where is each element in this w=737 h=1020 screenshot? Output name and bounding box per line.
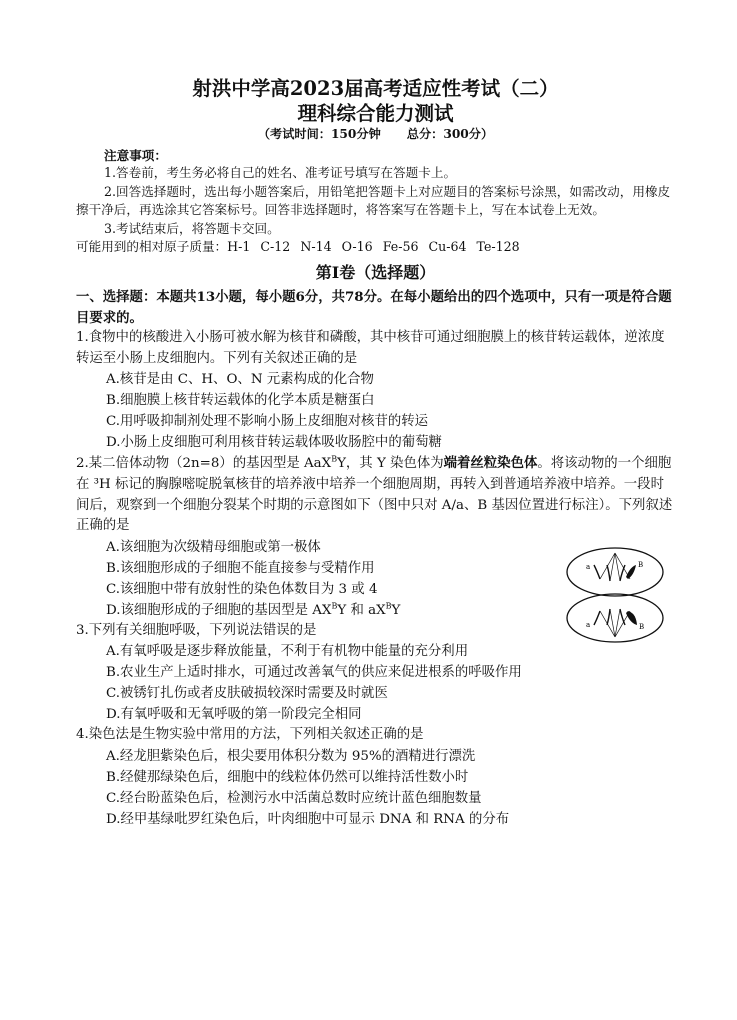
atom-h: H-1	[227, 239, 251, 255]
atom-te: Te-128	[476, 239, 520, 255]
atom-fe: Fe-56	[382, 239, 419, 255]
exam-score: 总分：300分）	[406, 127, 494, 141]
question-1-stem: 1.食物中的核酸进入小肠可被水解为核苷和磷酸，其中核苷可通过细胞膜上的核苷转运载体，逆浓度转运至小肠上皮细胞内。下列有关叙述正确的是	[76, 330, 665, 366]
exam-subtitle: 理科综合能力测试	[297, 102, 454, 125]
notice-item-2: 2.回答选择题时，选出每小题答案后，用铅笔把答题卡上对应题目的答案标号涂黑，如需改动，用橡皮擦干净后，再选涂其它答案标号。回答非选择题时，将答案写在答题卡上，写在本试卷上无效。	[76, 183, 671, 218]
question-1-option-b: B.细胞膜上核苷转运载体的化学本质是糖蛋白	[106, 393, 375, 409]
question-3-option-a: A.有氧呼吸是逐步释放能量，不利于有机物中能量的充分利用	[106, 644, 469, 660]
figure-label-a-bottom: a	[586, 620, 591, 629]
question-1-option-c: C.用呼吸抑制剂处理不影响小肠上皮细胞对核苷的转运	[106, 414, 429, 430]
question-2-option-a: A.该细胞为次级精母细胞或第一极体	[106, 539, 321, 555]
question-2-option-d: D.该细胞形成的子细胞的基因型是 $AX^BY$ 和 $aX^BY$	[106, 601, 401, 618]
figure-label-a-top: a	[586, 562, 591, 571]
notice-item-1: 1.答卷前，考生务必将自己的姓名、准考证号填写在答题卡上。	[104, 165, 457, 180]
question-2-option-b: B.该细胞形成的子细胞不能直接参与受精作用	[106, 560, 375, 576]
exam-time: （考试时间：150分钟	[257, 127, 381, 141]
question-4-stem: 4.染色法是生物实验中常用的方法，下列相关叙述正确的是	[76, 727, 424, 743]
notice-heading: 注意事项：	[104, 148, 167, 163]
atomic-masses	[76, 238, 675, 257]
question-4-option-b: B.经健那绿染色后，细胞中的线粒体仍然可以维持活性数小时	[106, 769, 469, 785]
notice-item-3: 3.考试结束后，将答题卡交回。	[104, 220, 280, 236]
question-3-option-d: D.有氧呼吸和无氧呼吸的第一阶段完全相同	[106, 707, 362, 723]
figure-label-b-bottom: B	[639, 622, 645, 631]
cell-division-figure	[558, 545, 673, 645]
question-2-stem: 2.某二倍体动物（2n=8）的基因型是 AaX$^B$Y，其 Y 染色体为端着丝粒染色体。将该动物的一个细胞在 ³H 标记的胸腺嘧啶脱氧核苷的培养液中培养一个细胞周期，再转入到普通培养液中培养。一段时间后，观察到一个细胞分裂某个时期的示意图如下（图中只对 A/a、B 基因位置进行标注）。下列叙述正确的是	[76, 454, 673, 534]
question-4-option-d: D.经甲基绿吡罗红染色后，叶肉细胞中可显示 DNA 和 RNA 的分布	[106, 811, 510, 827]
question-4-option-a: A.经龙胆紫染色后，根尖要用体积分数为 95%的酒精进行漂洗	[106, 748, 476, 764]
question-3-option-b: B.农业生产上适时排水，可通过改善氧气的供应来促进根系的呼吸作用	[106, 665, 522, 681]
question-4-option-c: C.经台盼蓝染色后，检测污水中活菌总数时应统计蓝色细胞数量	[106, 790, 482, 806]
section-instructions: 一、选择题：本题共13小题，每小题6分，共78分。在每小题给出的四个选项中，只有一项是符合题目要求的。	[76, 288, 672, 326]
question-2-option-c: C.该细胞中带有放射性的染色体数目为 3 或 4	[106, 581, 378, 597]
part-title: 第Ⅰ卷（选择题）	[315, 262, 436, 282]
atom-cu: Cu-64	[428, 239, 467, 255]
exam-title: 射洪中学高2023届高考适应性考试（二）	[192, 77, 559, 100]
question-3-option-c: C.被锈钉扎伤或者皮肤破损较深时需要及时就医	[106, 686, 388, 702]
atoms-label: 可能用到的相对原子质量：	[76, 239, 228, 255]
atom-n: N-14	[300, 239, 332, 255]
exam-info	[76, 126, 675, 143]
atom-c: C-12	[260, 239, 291, 255]
atom-o: O-16	[341, 239, 373, 255]
figure-label-b-top: B	[638, 560, 644, 569]
question-3-stem: 3.下列有关细胞呼吸，下列说法错误的是	[76, 622, 317, 638]
question-1-option-d: D.小肠上皮细胞可利用核苷转运载体吸收肠腔中的葡萄糖	[106, 435, 442, 451]
question-1-option-a: A.核苷是由 C、H、O、N 元素构成的化合物	[106, 372, 374, 388]
